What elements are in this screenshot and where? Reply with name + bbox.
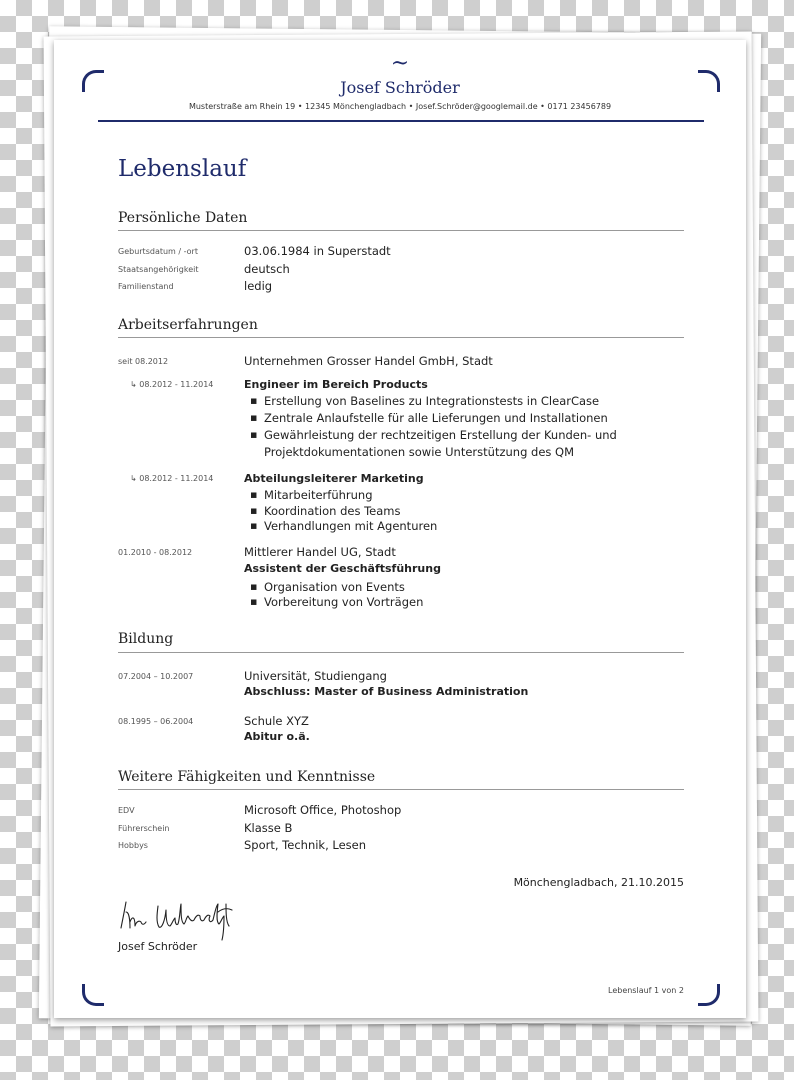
bullet-icon: ▪	[250, 595, 258, 608]
employer-2-name: Mittlerer Handel UG, Stadt	[244, 545, 396, 559]
education-2-name: Schule XYZ	[244, 714, 309, 728]
bullet-icon: ▪	[250, 394, 258, 407]
section-title-education: Bildung	[118, 631, 174, 647]
label-marital-status: Familienstand	[118, 282, 174, 291]
section-title-personal: Persönliche Daten	[118, 210, 248, 226]
bullet-icon: ▪	[250, 519, 258, 532]
role-1-task-3: Gewährleistung der rechtzeitigen Erstellung der Kunden- und	[264, 428, 617, 442]
role-1-task-1: Erstellung von Baselines zu Integrationstests in ClearCase	[264, 394, 600, 408]
bullet-icon: ▪	[250, 428, 258, 441]
bullet-icon: ▪	[250, 411, 258, 424]
document-title: Lebenslauf	[118, 156, 247, 182]
label-birth: Geburtsdatum / -ort	[118, 247, 198, 256]
header-contact: Musterstraße am Rhein 19 • 12345 Mönchengladbach • Josef.Schröder@googlemail.de • 0171 23456789	[188, 102, 612, 111]
header-ornament: ~	[390, 51, 410, 76]
employer-2-task-2: Vorbereitung von Vorträgen	[264, 595, 424, 609]
employer-2-date: 01.2010 - 08.2012	[118, 548, 193, 557]
employer-2-title: Assistent der Geschäftsführung	[244, 562, 441, 575]
label-edv: EDV	[118, 806, 135, 815]
section-rule	[118, 789, 684, 790]
role-2-date: 08.2012 - 11.2014	[139, 474, 214, 483]
cv-page	[54, 40, 746, 1018]
page-footer: Lebenslauf 1 von 2	[608, 986, 684, 995]
employer-1-date: seit 08.2012	[118, 357, 169, 366]
value-hobbies: Sport, Technik, Lesen	[244, 838, 367, 852]
employer-1-name: Unternehmen Grosser Handel GmbH, Stadt	[244, 354, 493, 368]
education-1-name: Universität, Studiengang	[244, 669, 387, 683]
role-2-task-2: Koordination des Teams	[264, 504, 401, 518]
education-1-detail: Abschluss: Master of Business Administration	[244, 685, 529, 698]
label-hobbies: Hobbys	[118, 841, 148, 850]
corner-ornament	[698, 984, 720, 1006]
corner-ornament	[82, 984, 104, 1006]
role-2-title: Abteilungsleiterer Marketing	[244, 472, 424, 485]
role-1-date-row	[130, 380, 213, 389]
handwritten-signature	[118, 898, 242, 944]
role-1-task-3-cont: Projektdokumentationen sowie Unterstützung des QM	[264, 445, 575, 459]
header-name: Josef Schröder	[340, 78, 460, 97]
label-license: Führerschein	[118, 824, 170, 833]
header-rule	[98, 120, 704, 122]
role-1-title: Engineer im Bereich Products	[244, 378, 428, 391]
education-2-date: 08.1995 – 06.2004	[118, 717, 194, 726]
employer-2-task-1: Organisation von Events	[264, 580, 405, 594]
education-1-date: 07.2004 – 10.2007	[118, 672, 194, 681]
role-2-task-3: Verhandlungen mit Agenturen	[264, 519, 438, 533]
signature-name: Josef Schröder	[118, 940, 198, 953]
value-birth: 03.06.1984 in Superstadt	[244, 244, 391, 258]
education-2-detail: Abitur o.ä.	[244, 730, 310, 743]
section-rule	[118, 337, 684, 338]
role-1-date: 08.2012 - 11.2014	[139, 380, 214, 389]
value-edv: Microsoft Office, Photoshop	[244, 803, 402, 817]
role-2-date-row	[130, 474, 213, 483]
section-rule	[118, 230, 684, 231]
label-nationality: Staatsangehörigkeit	[118, 265, 199, 274]
place-date: Mönchengladbach, 21.10.2015	[513, 876, 684, 889]
sub-arrow-icon: ↳	[130, 474, 140, 483]
value-nationality: deutsch	[244, 262, 290, 276]
section-rule	[118, 652, 684, 653]
value-license: Klasse B	[244, 821, 293, 835]
bullet-icon: ▪	[250, 504, 258, 517]
bullet-icon: ▪	[250, 488, 258, 501]
bullet-icon: ▪	[250, 580, 258, 593]
section-title-skills: Weitere Fähigkeiten und Kenntnisse	[118, 769, 376, 785]
section-title-experience: Arbeitserfahrungen	[118, 317, 258, 333]
value-marital-status: ledig	[244, 279, 273, 293]
role-2-task-1: Mitarbeiterführung	[264, 488, 373, 502]
role-1-task-2: Zentrale Anlaufstelle für alle Lieferungen und Installationen	[264, 411, 608, 425]
sub-arrow-icon: ↳	[130, 380, 140, 389]
